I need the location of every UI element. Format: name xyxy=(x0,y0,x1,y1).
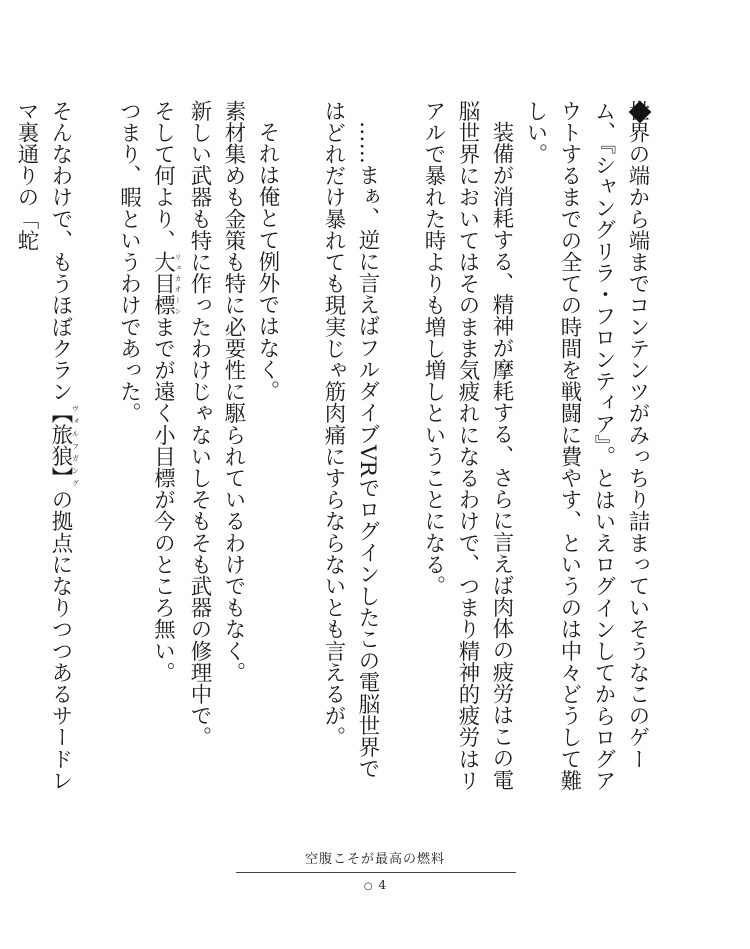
paragraph-1: 世界の端から端までコンテンツがみっちり詰まっていそうなこのゲーム、『シャングリラ・フロンティア』。とはいえログインしてからログアウトするまでの全ての時間を戦闘に費やす、というのは中々どうして難しい。 xyxy=(523,100,650,792)
footer-divider xyxy=(236,872,516,873)
body-text xyxy=(14,100,654,800)
paragraph-9-before: そんなわけで、もうほぼクラン xyxy=(48,100,73,403)
paragraph-2: 装備が消耗する、精神が摩耗する、さらに言えば肉体の疲労はこの電脳世界においてはそのまま気疲れになるわけで、つまり精神的疲労はリアルで暴れた時よりも増し増しということになる。 xyxy=(421,100,514,792)
paragraph-3: ……まぁ、逆に言えばフルダイブVRでログインしたこの電脳世界ではどれだけ暴れても現実じゃ筋肉痛にすらならないとも言えるが。 xyxy=(321,100,380,780)
ruby-clan-name: 【旅狼】ヴォルフガング xyxy=(48,402,80,489)
page-circle-icon: ○ xyxy=(363,881,373,892)
paragraph-5: 素材集めも金策も特に必要性に駆られているわけでもなく。 xyxy=(221,100,246,684)
paragraph-7-before: そして何より、 xyxy=(150,100,176,252)
page-number-row xyxy=(0,878,750,892)
paragraph-9-after: の拠点になりつつあるサードレマ裏通りの「蛇 xyxy=(14,100,73,792)
ruby-big-goal: 大目標リュカオーン xyxy=(150,251,182,317)
chapter-title: 空腹こそが最高の燃料 xyxy=(304,852,445,867)
paragraph-7-after: までが遠く小目標が今のところ無い。 xyxy=(150,316,176,684)
paragraph-4: それは俺とて例外ではなく。 xyxy=(255,121,280,403)
paragraph-9 xyxy=(9,100,80,800)
paragraph-7 xyxy=(146,100,183,800)
paragraph-8: つまり、暇というわけであった。 xyxy=(116,100,142,424)
paragraph-6: 新しい武器も特に作ったわけじゃないしそもそも武器の修理中で。 xyxy=(187,100,212,748)
page-number: 4 xyxy=(378,878,387,892)
